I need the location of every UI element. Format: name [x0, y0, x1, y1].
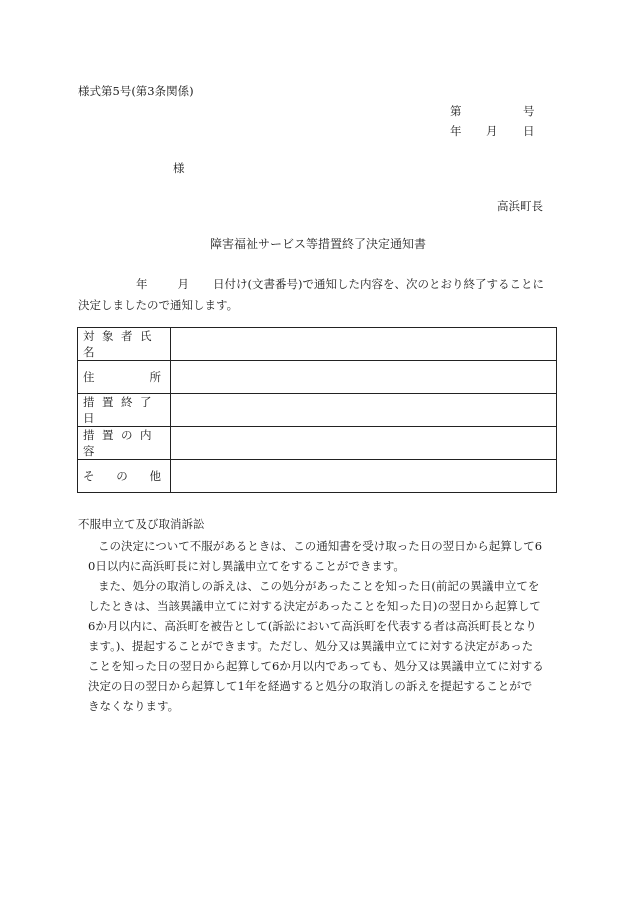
doc-no-suffix: 号 [523, 104, 535, 118]
row-value-end-date[interactable] [171, 394, 557, 427]
text-line: また、処分の取消しの訴えは、この処分があったことを知った日(前記の異議申立てを [98, 579, 540, 593]
table-row [78, 427, 557, 460]
row-label-other [78, 460, 171, 493]
row-label-measure-content: 措置の内容 [78, 427, 171, 460]
text-line: したときは、当該異議申立てに対する決定があったことを知った日)の翌日から起算して [88, 599, 541, 613]
appeal-paragraph-2 [78, 576, 558, 716]
text-line: きなくなります。 [88, 699, 180, 713]
doc-no-prefix: 第 [450, 104, 462, 118]
label-part: 他 [149, 469, 161, 483]
row-label-subject-name: 対象者氏名 [78, 328, 171, 361]
appeal-paragraph-1 [78, 536, 558, 576]
date-day: 日 [523, 124, 535, 138]
text-line: 6か月以内に、高浜町を被告として(訴訟において高浜町を代表する者は高浜町長となり [88, 619, 537, 633]
form-number: 様式第5号(第3条関係) [78, 84, 194, 98]
document-title: 障害福祉サービス等措置終了決定通知書 [210, 237, 427, 251]
text-line: ことを知った日の翌日から起算して6か月以内であっても、処分又は異議申立てに対する [88, 659, 544, 673]
appeal-body [78, 536, 558, 716]
intro-month: 月 [177, 277, 189, 291]
row-value-measure-content[interactable] [171, 427, 557, 460]
intro-year: 年 [136, 277, 148, 291]
sender: 高浜町長 [497, 199, 543, 213]
row-label-end-date: 措置終了日 [78, 394, 171, 427]
row-label-address [78, 361, 171, 394]
date-year: 年 [450, 124, 462, 138]
info-table [77, 327, 557, 493]
text-line: ます。)、提起することができます。ただし、処分又は異議申立てに対する決定があった [88, 639, 534, 653]
addressee: 様 [173, 161, 185, 175]
row-value-address[interactable] [171, 361, 557, 394]
label-part: 住 [83, 370, 95, 384]
row-value-other[interactable] [171, 460, 557, 493]
text-line: 0日以内に高浜町長に対し異議申立てをすることができます。 [88, 559, 405, 573]
date-month: 月 [486, 124, 498, 138]
label-part: の [116, 469, 128, 483]
intro-line2: 決定しましたので通知します。 [78, 298, 239, 312]
appeal-heading: 不服申立て及び取消訴訟 [78, 517, 205, 531]
intro-line1: 日付け(文書番号)で通知した内容を、次のとおり終了することに [213, 277, 544, 291]
table-row [78, 394, 557, 427]
text-line: 決定の日の翌日から起算して1年を経過すると処分の取消しの訴えを提起することがで [88, 679, 533, 693]
label-part: 所 [149, 370, 161, 384]
label-part: そ [83, 469, 95, 483]
text-line: この決定について不服があるときは、この通知書を受け取った日の翌日から起算して6 [98, 539, 543, 553]
intro-paragraph [78, 274, 556, 316]
table-row [78, 361, 557, 394]
table-row [78, 328, 557, 361]
table-row [78, 460, 557, 493]
row-value-subject-name[interactable] [171, 328, 557, 361]
